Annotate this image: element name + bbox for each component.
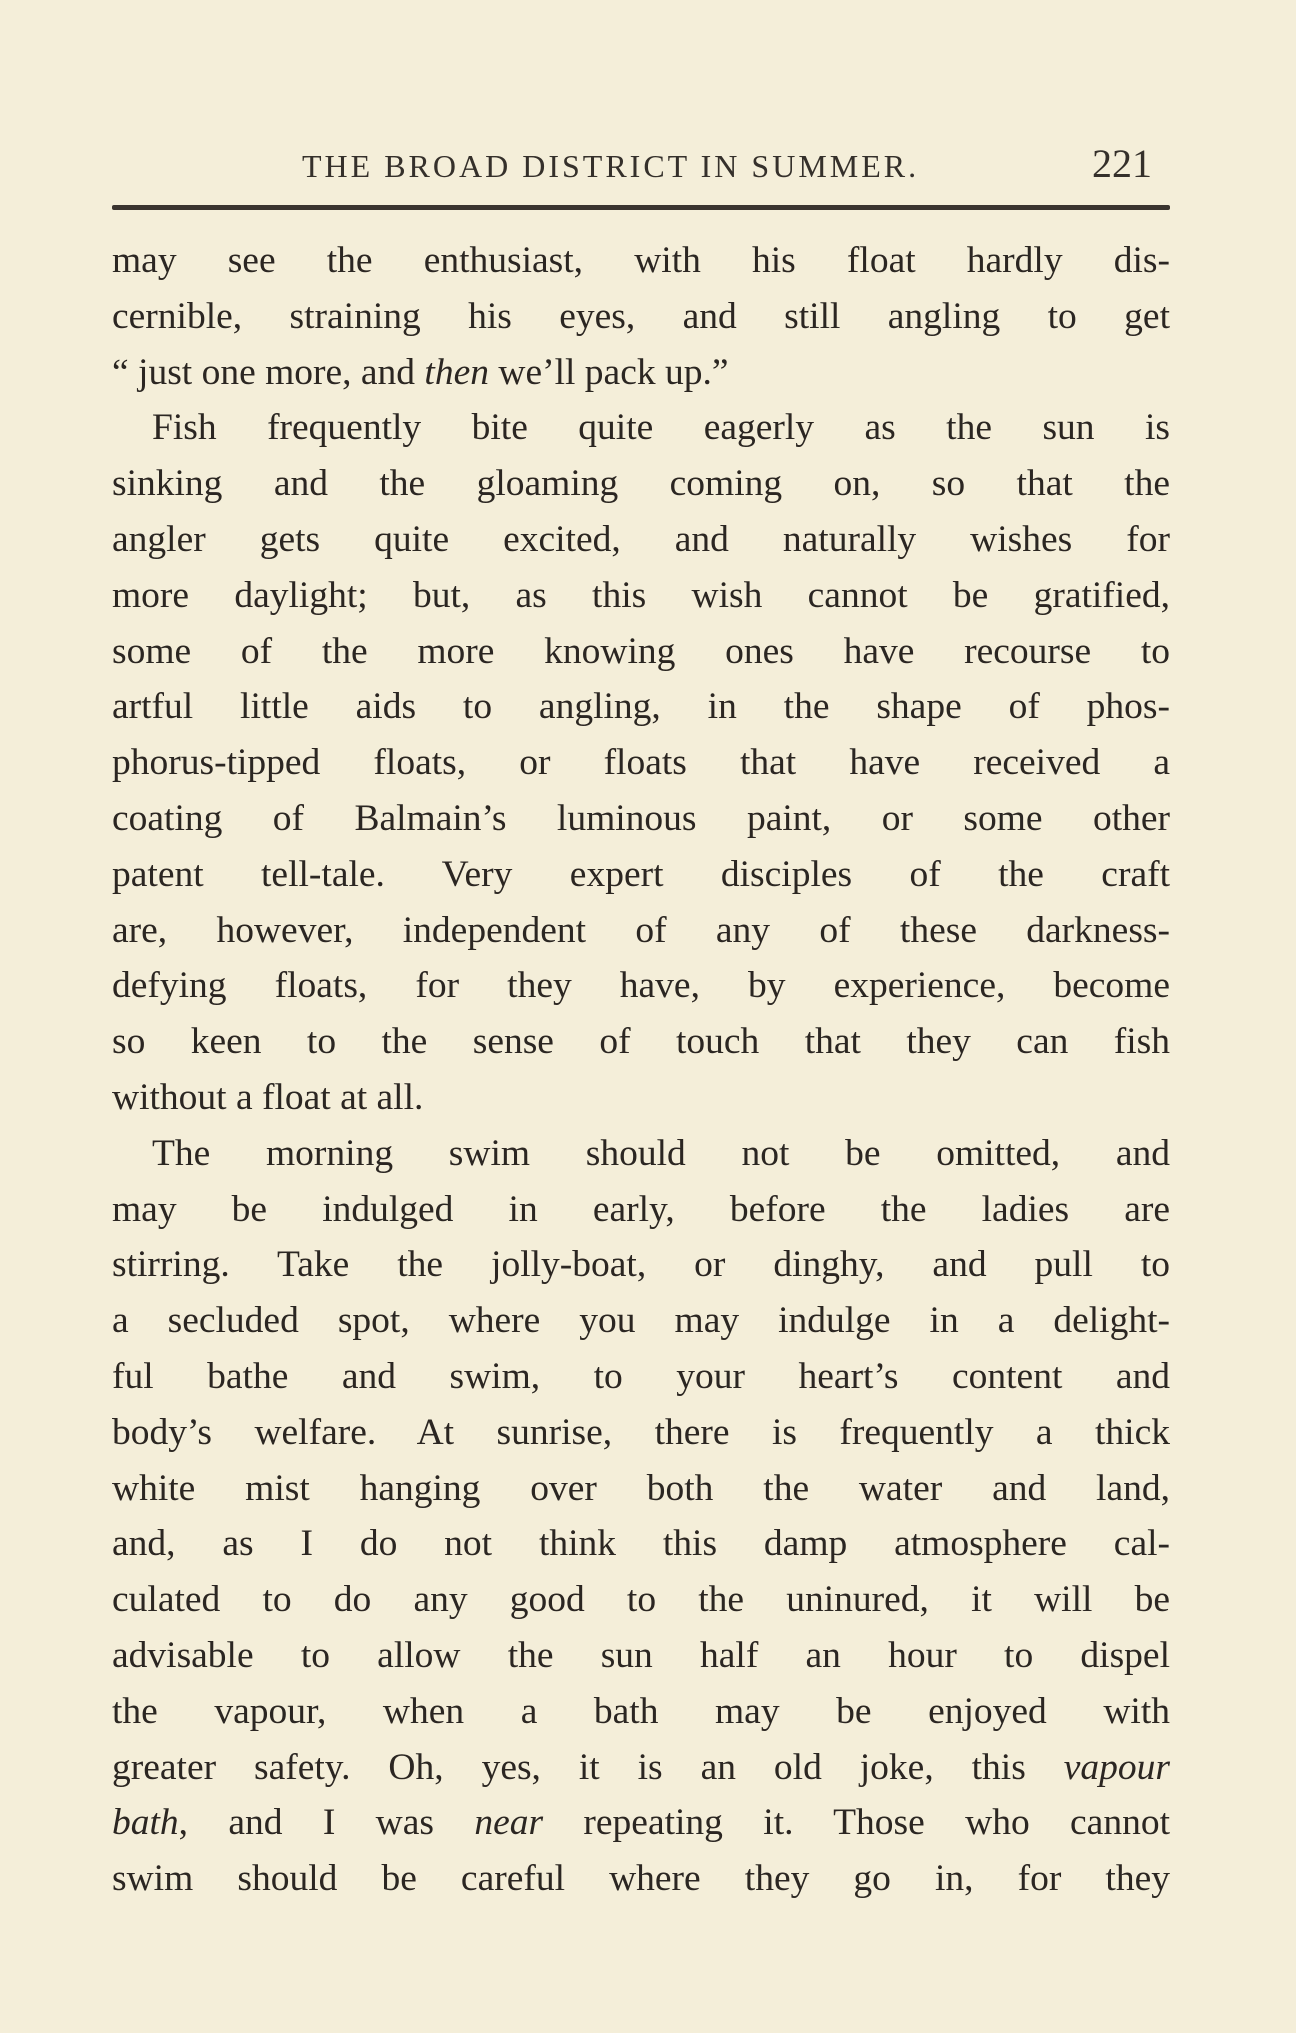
text-line: greater safety. Oh, yes, it is an old joke, this vapour (112, 1746, 1170, 1788)
running-head (112, 140, 1152, 200)
text-line: stirring. Take the jolly-boat, or dinghy, and pull to (112, 1244, 1170, 1286)
text-line: so keen to the sense of touch that they can fish (112, 1021, 1170, 1063)
text-line: phorus-tipped floats, or floats that have received a (112, 742, 1170, 784)
text-line: body’s welfare. At sunrise, there is frequently a thick (112, 1411, 1170, 1453)
paragraph-start-line: Fish frequently bite quite eagerly as the sun is (152, 407, 1170, 449)
text-line: the vapour, when a bath may be enjoyed with (112, 1690, 1170, 1732)
body-text (112, 233, 1170, 1907)
text-line: without a float at all. (112, 1076, 424, 1118)
text-line: swim should be careful where they go in, for they (112, 1858, 1170, 1900)
page-number: 221 (1092, 141, 1152, 186)
text-line: bath, and I was near repeating it. Those who cannot (112, 1802, 1170, 1844)
text-line: coating of Balmain’s luminous paint, or some other (112, 797, 1170, 839)
text-line: more daylight; but, as this wish cannot be gratified, (112, 574, 1170, 616)
text-line: ful bathe and swim, to your heart’s content and (112, 1355, 1170, 1397)
italic-text: near (474, 1802, 544, 1844)
italic-text: bath (112, 1802, 179, 1844)
text-line: patent tell-tale. Very expert disciples of the craft (112, 853, 1170, 895)
header-rule (112, 205, 1170, 210)
text-line: angler gets quite excited, and naturally wishes for (112, 518, 1170, 560)
paragraph-start-line: The morning swim should not be omitted, and (152, 1132, 1170, 1174)
text-line: “ just one more, and then we’ll pack up.” (112, 351, 729, 393)
text-line: may be indulged in early, before the ladies are (112, 1188, 1170, 1230)
text-line: a secluded spot, where you may indulge in a delight- (112, 1300, 1170, 1342)
text-line: and, as I do not think this damp atmosphere cal- (112, 1523, 1170, 1565)
text-line: cernible, straining his eyes, and still angling to get (112, 295, 1170, 337)
text-line: sinking and the gloaming coming on, so that the (112, 463, 1170, 505)
text-line: are, however, independent of any of these darkness- (112, 909, 1170, 951)
text-line: culated to do any good to the uninured, it will be (112, 1579, 1170, 1621)
italic-text: then (424, 351, 489, 393)
text-line: some of the more knowing ones have recourse to (112, 630, 1170, 672)
italic-text: vapour (1063, 1746, 1170, 1788)
text-line: artful little aids to angling, in the shape of phos- (112, 686, 1170, 728)
text-line: advisable to allow the sun half an hour to dispel (112, 1634, 1170, 1676)
text-line: may see the enthusiast, with his float hardly dis- (112, 240, 1170, 281)
running-title: THE BROAD DISTRICT IN SUMMER. (302, 148, 920, 184)
text-line: white mist hanging over both the water and land, (112, 1467, 1170, 1509)
text-line: defying floats, for they have, by experience, become (112, 965, 1170, 1007)
